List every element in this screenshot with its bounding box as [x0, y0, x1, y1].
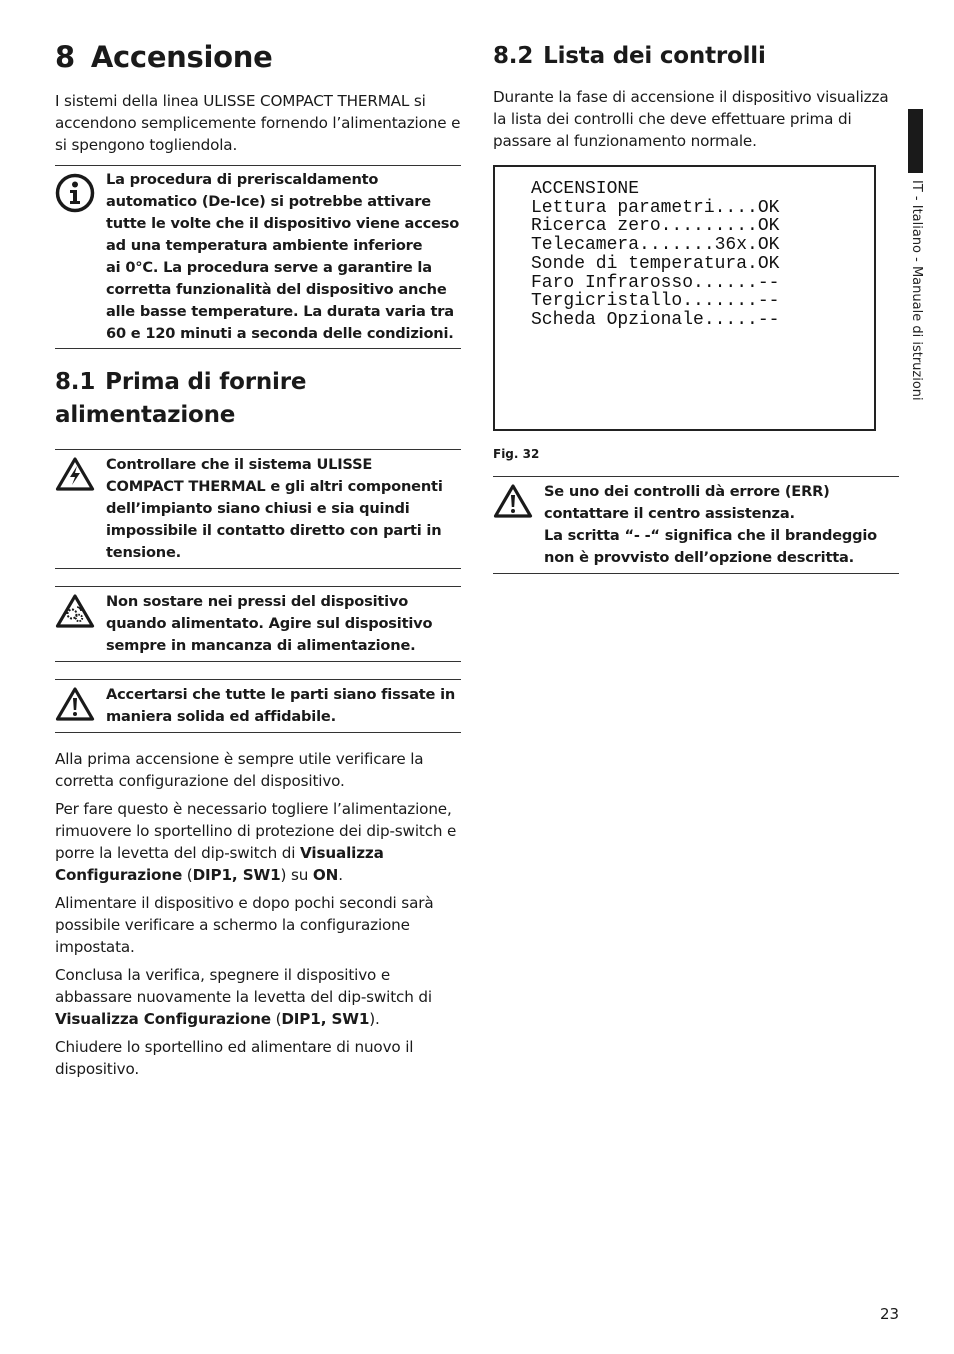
screen-line: Scheda Opzionale.....-- [531, 309, 780, 330]
info-note-text [106, 169, 459, 345]
warning-line: sempre in mancanza di alimentazione. [106, 637, 416, 654]
warning-line: quando alimentato. Agire sul dispositivo [106, 615, 433, 632]
screen-line: Faro Infrarosso......-- [531, 272, 780, 293]
startup-screen [493, 165, 876, 431]
warning-line: maniera solida ed affidabile. [106, 708, 336, 725]
screen-line: Tergicristallo.......-- [531, 291, 780, 312]
moving-parts-warning [55, 586, 461, 662]
warning-line: Controllare che il sistema ULISSE [106, 456, 373, 473]
paragraph: Conclusa la verifica, spegnere il dispositivo e abbassare nuovamente la levetta del dip-switch di Visualizza Configurazione (DIP1, SW1). [55, 966, 432, 1028]
language-tab-marker [908, 109, 923, 173]
error-warning [493, 476, 899, 574]
moving-parts-hazard-icon [55, 591, 99, 629]
chapter-title: Accensione [90, 40, 273, 74]
warning-icon [493, 481, 537, 519]
section-number: 8.2 [493, 43, 534, 69]
electric-warning-text [106, 454, 443, 564]
figure-caption: Fig. 32 [493, 447, 540, 461]
section-8-2-heading [493, 38, 899, 74]
info-note [55, 165, 461, 349]
chapter-number: 8 [55, 40, 75, 74]
fixing-warning-text [106, 684, 455, 728]
section-8-2-intro: Durante la fase di accensione il dispositivo visualizza la lista dei controlli che deve effettuare prima di passare al funzionamento normale. [493, 88, 889, 150]
screen-line: Telecamera.......36x.OK [531, 235, 780, 256]
info-note-line: ai 0°C. La procedura serve a garantire la [106, 259, 432, 276]
warning-line: COMPACT THERMAL e gli altri componenti [106, 478, 443, 495]
section-title-line: Prima di fornire [105, 369, 307, 395]
info-note-line: La procedura di preriscaldamento [106, 171, 379, 188]
screen-line: Ricerca zero.........OK [531, 216, 780, 237]
section-8-1-heading [55, 366, 461, 432]
section-title-line: alimentazione [55, 402, 236, 428]
warning-line: impossibile il contatto diretto con parti in [106, 522, 442, 539]
warning-icon [55, 684, 99, 722]
info-note-line: automatico (De-Ice) si potrebbe attivare [106, 193, 431, 210]
warning-line: La scritta “- -“ significa che il brandeggio [544, 527, 878, 544]
warning-line: non è provvisto dell’opzione descritta. [544, 549, 855, 566]
info-icon [55, 169, 99, 213]
paragraph: Per fare questo è necessario togliere l’alimentazione, rimuovere lo sportellino di protezione dei dip-switch e porre la levetta del dip-switch di Visualizza Configurazione (DIP1, SW1) su ON. [55, 800, 457, 884]
info-note-line: tutte le volte che il dispositivo viene acceso [106, 215, 460, 232]
section-title: Lista dei controlli [543, 43, 766, 69]
language-tab [907, 180, 925, 410]
info-note-line: 60 e 120 minuti a seconda delle condizioni. [106, 325, 454, 342]
screen-line: ACCENSIONE [531, 179, 640, 199]
screen-line: Lettura parametri....OK [531, 197, 780, 218]
chapter-intro: I sistemi della linea ULISSE COMPACT THERMAL si accendono semplicemente fornendo l’alimentazione e si spengono togliendola. [55, 92, 461, 154]
warning-line: dell’impianto siano chiusi e sia quindi [106, 500, 410, 517]
info-note-line: ad una temperatura ambiente inferiore [106, 237, 423, 254]
right-column [493, 38, 899, 574]
language-tab-label: IT - Italiano - Manuale di istruzioni [909, 180, 924, 401]
warning-line: Se uno dei controlli dà errore (ERR) [544, 483, 830, 500]
page-number: 23 [880, 1305, 900, 1323]
info-note-line: corretta funzionalità del dispositivo anche [106, 281, 447, 298]
section-8-1-body [55, 748, 461, 1080]
error-warning-text [544, 481, 877, 569]
electric-warning [55, 449, 461, 569]
electric-hazard-icon [55, 454, 99, 492]
info-note-line: alle basse temperature. La durata varia tra [106, 303, 454, 320]
left-column [55, 38, 461, 1086]
screen-line: Sonde di temperatura.OK [531, 253, 780, 274]
warning-line: Accertarsi che tutte le parti siano fissate in [106, 686, 456, 703]
warning-line: contattare il centro assistenza. [544, 505, 795, 522]
paragraph: Chiudere lo sportellino ed alimentare di nuovo il dispositivo. [55, 1038, 414, 1078]
warning-line: Non sostare nei pressi del dispositivo [106, 593, 409, 610]
fixing-warning [55, 679, 461, 733]
paragraph: Alla prima accensione è sempre utile verificare la corretta configurazione del dispositivo. [55, 750, 424, 790]
chapter-heading [55, 38, 461, 76]
moving-parts-warning-text [106, 591, 432, 657]
section-number: 8.1 [55, 369, 96, 395]
paragraph: Alimentare il dispositivo e dopo pochi secondi sarà possibile verificare a schermo la configurazione impostata. [55, 894, 434, 956]
warning-line: tensione. [106, 544, 182, 561]
